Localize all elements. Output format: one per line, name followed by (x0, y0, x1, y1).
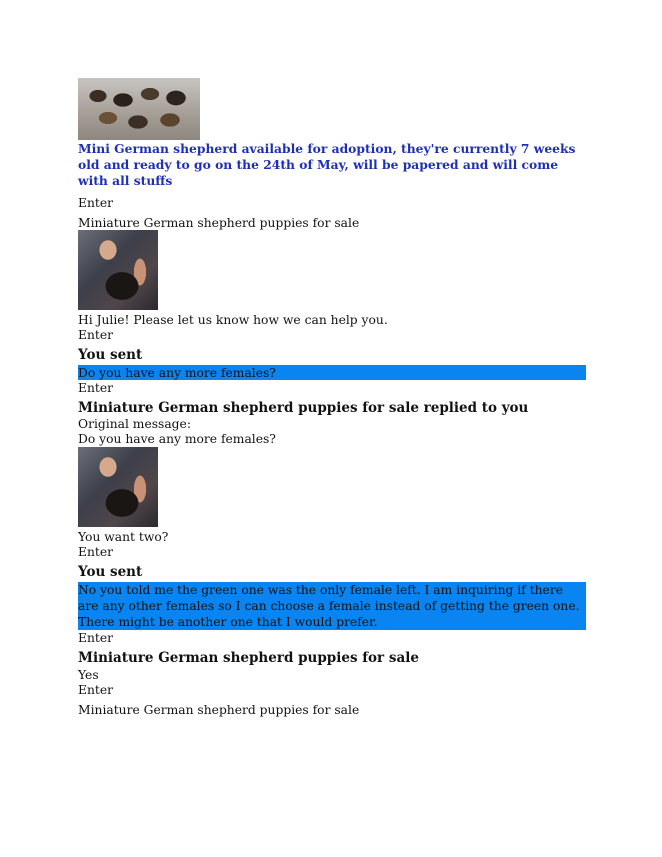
reply-text: You want two? (78, 530, 169, 544)
puppies-photo (78, 78, 200, 140)
seller-name: Miniature German shepherd puppies for sale (78, 216, 360, 230)
seller-avatar (78, 230, 158, 310)
seller-name: Miniature German shepherd puppies for sale (78, 703, 360, 717)
reply-text: Yes (78, 668, 99, 682)
enter-label: Enter (78, 545, 113, 559)
post-caption: Mini German shepherd available for adoption, they're currently 7 weeks old and ready to go on the 24th of May, will be papered and will come with all stuffs (78, 141, 576, 188)
sent-message (78, 582, 586, 630)
enter-label: Enter (78, 196, 113, 210)
sent-message (78, 365, 586, 380)
you-sent-heading: You sent (78, 347, 143, 363)
enter-label: Enter (78, 631, 113, 645)
you-sent-heading: You sent (78, 564, 143, 580)
enter-label: Enter (78, 381, 113, 395)
reply-heading: Miniature German shepherd puppies for sale replied to you (78, 400, 529, 416)
seller-avatar (78, 447, 158, 527)
quoted-message: Do you have any more females? (78, 432, 276, 446)
enter-label: Enter (78, 328, 113, 342)
seller-heading: Miniature German shepherd puppies for sale (78, 650, 419, 666)
original-message-label: Original message: (78, 417, 191, 431)
enter-label: Enter (78, 683, 113, 697)
sent-message-text: No you told me the green one was the only female left. I am inquiring if there are any other females so I can choose a female instead of getting the green one. There might be another one that I would prefer. (78, 583, 580, 629)
greeting-text: Hi Julie! Please let us know how we can help you. (78, 313, 388, 327)
sent-message-text: Do you have any more females? (78, 366, 276, 380)
